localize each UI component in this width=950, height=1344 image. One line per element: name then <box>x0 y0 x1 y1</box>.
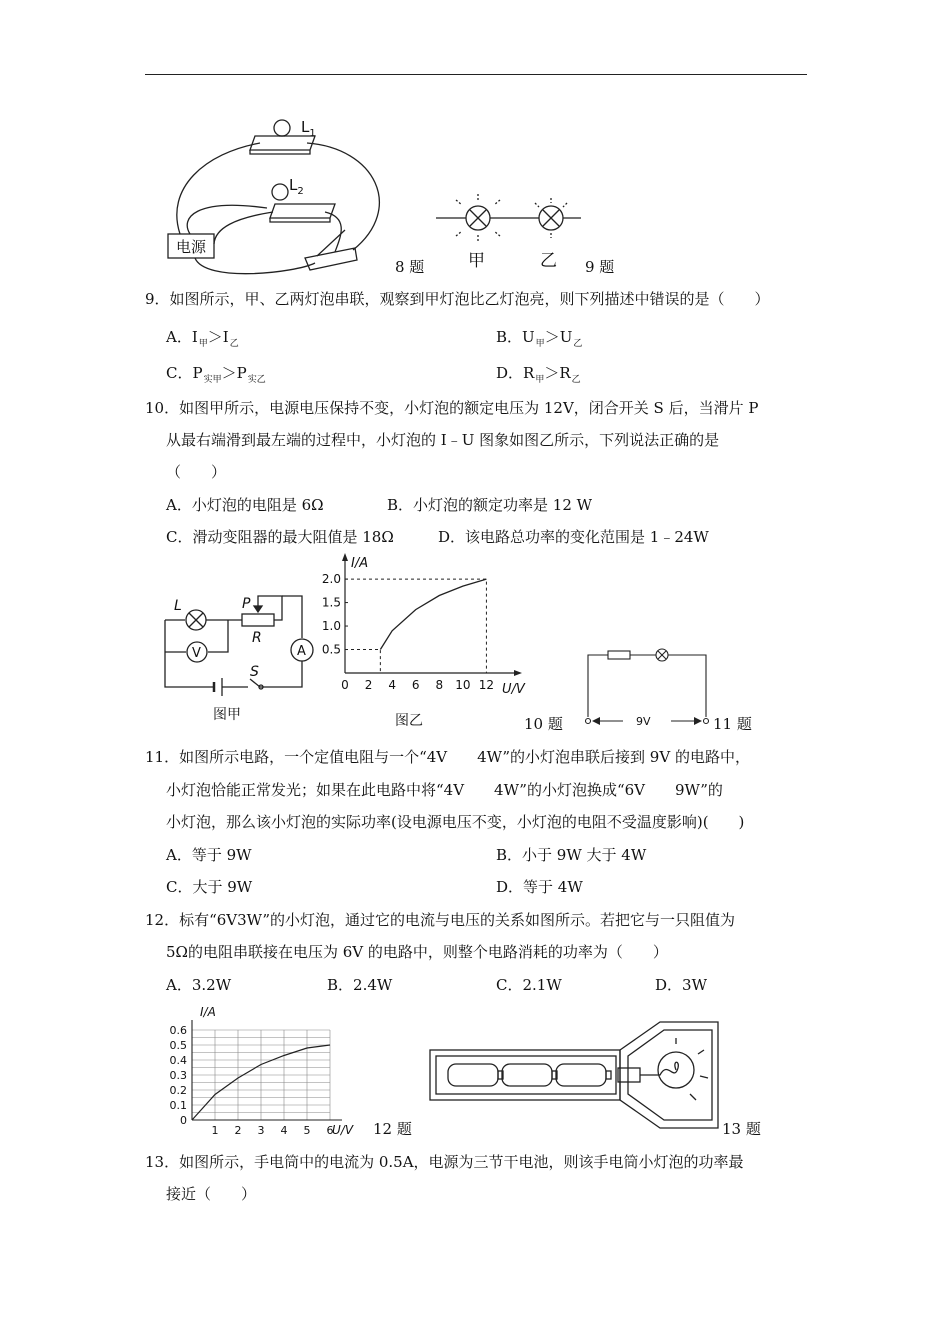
fig10a-switch-label: S <box>250 664 259 680</box>
q9-option-a: A．$I_甲>I_乙$ <box>166 328 239 349</box>
y-tick-label: 0.5 <box>169 1039 187 1052</box>
q12-figure-caption: 12 题 <box>373 1120 412 1138</box>
y-tick-label: 0.6 <box>169 1024 187 1037</box>
q12-line1: 12．标有“6V3W”的小灯泡，通过它的电流与电压的关系如图所示。若把它与一只阻值为 <box>145 911 736 929</box>
q13-line2: 接近（ ） <box>166 1185 257 1203</box>
y-tick-label: 2.0 <box>321 572 341 587</box>
q9-option-c: C．$P_{实甲}>P_{实乙}$ <box>166 364 266 385</box>
y-tick-label: 1.0 <box>321 619 341 634</box>
q13-line1: 13．如图所示，手电筒中的电流为 0.5A，电源为三节干电池，则该手电筒小灯泡的功率最 <box>145 1153 744 1171</box>
figure-8 <box>165 108 425 278</box>
guide-start <box>345 650 380 673</box>
x-tick-label: 5 <box>303 1124 311 1137</box>
q12-option-d: D．3W <box>655 976 707 994</box>
y-tick-label: 0.2 <box>169 1084 187 1097</box>
lamp-yi-label: 乙 <box>540 251 557 271</box>
x-tick-label: 8 <box>435 678 444 692</box>
figure-11 <box>578 645 718 728</box>
q11-option-c: C．大于 9W <box>166 878 253 896</box>
q12-option-b: B．2.4W <box>327 976 393 994</box>
q10-line3: （ ） <box>166 463 227 481</box>
y-tick-label: 0.3 <box>169 1069 187 1082</box>
q10-option-a: A．小灯泡的电阻是 6Ω <box>166 496 324 514</box>
power-source-label: 电源 <box>176 238 207 256</box>
fig11-voltage-label: 9V <box>636 715 651 728</box>
figure-9 <box>436 190 596 270</box>
q10-line1: 10．如图甲所示，电源电压保持不变，小灯泡的额定电压为 12V，闭合开关 S 后，当滑片 P <box>145 399 759 417</box>
x-tick-label: 4 <box>280 1124 288 1137</box>
figure-12-chart <box>168 1005 378 1138</box>
q10-figure-caption: 10 题 <box>524 715 563 733</box>
x-tick-label: 2 <box>364 678 373 692</box>
x-tick-label: 2 <box>234 1124 242 1137</box>
q11-option-b: B．小于 9W 大于 4W <box>496 846 647 864</box>
q11-figure-caption: 11 题 <box>713 715 752 733</box>
guide-end <box>345 579 486 673</box>
y-tick-label: 0 <box>180 1114 187 1127</box>
i-u-curve <box>380 579 486 649</box>
q12-option-c: C．2.1W <box>496 976 562 994</box>
y-tick-label: 0.4 <box>169 1054 187 1067</box>
header-rule <box>145 74 807 75</box>
x-tick-label: 12 <box>478 678 495 692</box>
figure-10b-chart <box>321 555 525 697</box>
y-tick-label: 0.1 <box>169 1099 187 1112</box>
q9-stem: 9．如图所示，甲、乙两灯泡串联，观察到甲灯泡比乙灯泡亮，则下列描述中错误的是（ ） <box>145 290 770 308</box>
y-axis-label: I/A <box>351 556 369 571</box>
bulb-l2-label: $L_2$ <box>289 176 304 197</box>
figure-13-flashlight <box>428 1020 728 1130</box>
q10-option-b: B．小灯泡的额定功率是 12 W <box>387 496 593 514</box>
q11-line3: 小灯泡，那么该小灯泡的实际功率(设电源电压不变，小灯泡的电阻不受温度影响)( ) <box>166 813 745 831</box>
y-tick-label: 0.5 <box>321 642 341 657</box>
fig10a-caption: 图甲 <box>213 707 241 723</box>
lamp-jia-label: 甲 <box>468 251 485 271</box>
ammeter-label: A <box>297 644 306 659</box>
x-tick-label: 10 <box>455 678 471 692</box>
q13-figure-caption: 13 题 <box>722 1120 761 1138</box>
x-tick-label: 6 <box>326 1124 334 1137</box>
x-axis-label: U/V <box>332 1123 354 1137</box>
x-axis-arrow <box>514 670 522 676</box>
x-axis-label: U/V <box>502 682 525 697</box>
y-axis-arrow <box>342 553 348 561</box>
fig10a-slider-label: P <box>242 596 251 612</box>
fig10b-caption: 图乙 <box>395 713 423 729</box>
voltmeter-label: V <box>192 646 201 661</box>
q12-option-a: A．3.2W <box>166 976 232 994</box>
y-axis-label: I/A <box>200 1005 216 1019</box>
q9-option-b: B．$U_甲>U_乙$ <box>496 328 583 349</box>
q11-line1: 11．如图所示电路，一个定值电阻与一个“4V 4W”的小灯泡串联后接到 9V 的电路中， <box>145 748 750 766</box>
x-tick-label: 0 <box>341 678 349 692</box>
q11-line2: 小灯泡恰能正常发光；如果在此电路中将“4V 4W”的小灯泡换成“6V 9W”的 <box>166 781 723 799</box>
fig8-caption: 8 题 <box>395 258 425 276</box>
y-tick-label: 1.5 <box>321 595 341 610</box>
x-tick-label: 6 <box>411 678 420 692</box>
fig9-caption: 9 题 <box>585 258 615 276</box>
x-tick-label: 1 <box>211 1124 219 1137</box>
fig10a-lamp-label: L <box>174 598 182 614</box>
fig10a-rheostat-label: R <box>252 630 262 646</box>
q10-line2: 从最右端滑到最左端的过程中，小灯泡的 I﹣U 图象如图乙所示，下列说法正确的是 <box>166 431 720 449</box>
x-tick-label: 4 <box>388 678 396 692</box>
q12-line2: 5Ω的电阻串联接在电压为 6V 的电路中，则整个电路消耗的功率为（ ） <box>166 943 668 961</box>
figure-10a <box>160 590 320 725</box>
q11-option-a: A．等于 9W <box>166 846 252 864</box>
q11-option-d: D．等于 4W <box>496 878 583 896</box>
x-tick-label: 3 <box>257 1124 265 1137</box>
q9-option-d: D．$R_甲>R_乙$ <box>496 364 581 385</box>
q10-option-d: D．该电路总功率的变化范围是 1﹣24W <box>438 528 709 546</box>
q10-option-c: C．滑动变阻器的最大阻值是 18Ω <box>166 528 394 546</box>
bulb-l1-label: $L_1$ <box>301 118 316 139</box>
